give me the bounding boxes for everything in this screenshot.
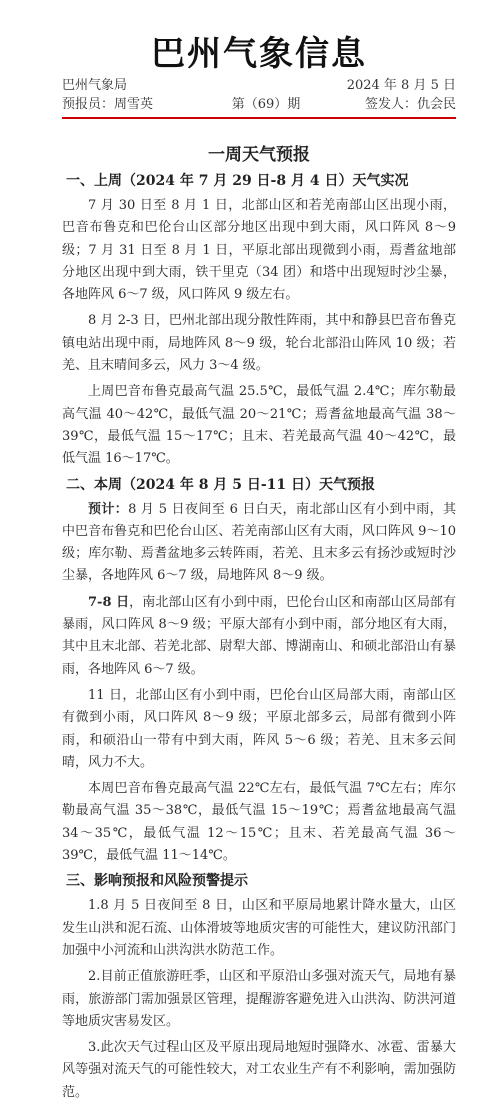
bureau-name: 巴州气象局 [62, 78, 128, 93]
report-title: 一周天气预报 [208, 145, 310, 165]
header-divider [62, 117, 456, 119]
section-heading-risk: 三、影响预报和风险预警提示 [66, 873, 248, 890]
paragraph: 7 月 30 日至 8 月 1 日，北部山区和若羌南部山区出现小雨，巴音布鲁克和巴伦台山区部分地区出现中到大雨，风口阵风 8～9 级；7 月 31 日至 8 月 1 日，平原北部出现微到小雨，焉耆盆地部分地区出现中到大雨，铁干里克（34 团）和塔中出现短时沙尘暴，各地阵风 6～7 级，风口阵风 9 级左右。 [62, 198, 456, 303]
section-heading-last-week: 一、上周（2024 年 7 月 29 日-8 月 4 日）天气实况 [66, 173, 409, 189]
signer: 签发人：仇会民 [364, 97, 456, 112]
paragraph: 2.目前正值旅游旺季，山区和平原沿山多强对流天气，局地有暴雨，旅游部门需加强景区管理，提醒游客避免进入山洪沟、防洪河道等地质灾害易发区。 [62, 969, 456, 1029]
paragraph-lead: 预计： [88, 501, 129, 517]
paragraph: 11 日，北部山区有小到中雨，巴伦台山区局部大雨，南部山区有微到小雨，风口阵风 8～9 级；平原北部多云，局部有微到小阵雨，和硕沿山一带有中到大雨，阵风 5～6 级；若羌、且末多云间晴，风力不大。 [62, 687, 456, 770]
paragraph [62, 499, 456, 588]
bulletin-meta [62, 76, 456, 114]
issue-number: 第（69）期 [231, 97, 301, 112]
paragraph [62, 592, 456, 681]
masthead-title: 巴州气象信息 [151, 34, 367, 74]
paragraph-text: 8 月 5 日夜间至 6 日白天，南北部山区有小到中雨，其中巴音布鲁克和巴伦台山区、若羌南部山区有大雨，风口阵风 9～10 级；库尔勒、焉耆盆地多云转阵雨，若羌、且末多云有扬沙或短时沙尘暴，各地阵风 6～7 级，局地阵风 8～9 级。 [62, 501, 456, 584]
paragraph: 上周巴音布鲁克最高气温 25.5℃，最低气温 2.4℃；库尔勒最高气温 40～42℃，最低气温 20～21℃；焉耆盆地最高气温 38～39℃，最低气温 15～17℃；且末、若羌最高气温 40～42℃，最低气温 16～17℃。 [62, 384, 456, 467]
section-heading-this-week: 二、本周（2024 年 8 月 5 日-11 日）天气预报 [66, 476, 375, 493]
paragraph-text: ，南北部山区有小到中雨，巴伦台山区和南部山区局部有暴雨，风口阵风 8～9 级；平原大部有小到中雨，部分地区有大雨，其中且末北部、若羌北部、尉犁大部、博湖南山、和硕北部沿山有暴雨，各地阵风 6～7 级。 [62, 594, 456, 677]
paragraph: 3.此次天气过程山区及平原出现局地短时强降水、冰雹、雷暴大风等强对流天气的可能性较大，对工农业生产有不利影响，需加强防范。 [62, 1040, 456, 1100]
paragraph: 本周巴音布鲁克最高气温 22℃左右，最低气温 7℃左右；库尔勒最高气温 35～38℃，最低气温 15～19℃；焉耆盆地最高气温 34～35℃，最低气温 12～15℃；且末、若羌最高气温 36～39℃，最低气温 11～14℃。 [62, 781, 456, 864]
paragraph: 1.8 月 5 日夜间至 8 日，山区和平原局地累计降水量大，山区发生山洪和泥石流、山体滑坡等地质灾害的可能性大，建议防汛部门加强中小河流和山洪沟洪水防范工作。 [62, 898, 456, 958]
paragraph: 8 月 2-3 日，巴州北部出现分散性阵雨，其中和静县巴音布鲁克镇电站出现中雨，局地阵风 8～9 级，轮台北部沿山阵风 10 级；若羌、且末晴间多云，风力 3～4 级。 [62, 313, 456, 374]
paragraph-lead: 7-8 日 [88, 594, 130, 610]
forecaster: 预报员：周雪英 [62, 97, 154, 112]
issue-date: 2024 年 8 月 5 日 [346, 78, 456, 93]
